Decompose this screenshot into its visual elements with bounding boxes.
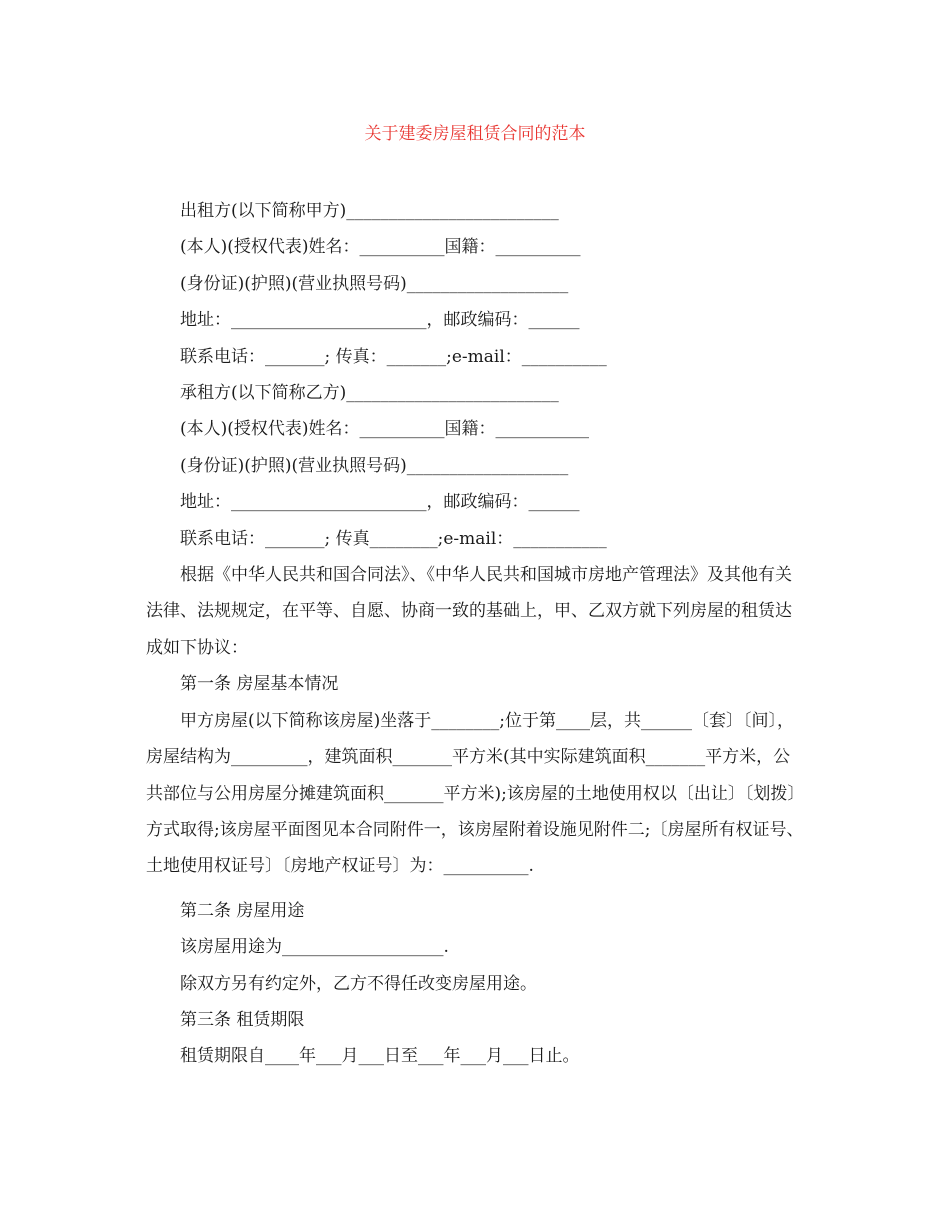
paragraph-lessor-name: (本人)(授权代表)姓名：__________国籍：__________ [180, 237, 581, 258]
paragraph-lessor: 出租方(以下简称甲方)_________________________ [180, 201, 559, 221]
article-2-heading: 第二条 房屋用途 [180, 900, 305, 921]
article-2-usage: 该房屋用途为___________________. [180, 937, 449, 958]
paragraph-lessee: 承租方(以下简称乙方)_________________________ [180, 383, 559, 404]
paragraph-lessor-contact: 联系电话：_______; 传真：_______;e-mail：__________ [180, 346, 607, 367]
article-2-restriction: 除双方另有约定外，乙方不得任改变房屋用途。 [180, 973, 537, 994]
article-1-heading: 第一条 房屋基本情况 [180, 674, 339, 695]
paragraph-lessor-id: (身份证)(护照)(营业执照号码)___________________ [180, 273, 569, 294]
paragraph-lessee-id: (身份证)(护照)(营业执照号码)___________________ [180, 455, 569, 476]
article-1-body: 甲方房屋(以下简称该房屋)坐落于________;位于第____层，共______〔套〕〔间〕，房屋结构为_________，建筑面积_______平方米(其中实际建筑面积_______平方米，公共部位与公用房屋分摊建筑面积_______平方米);该房屋的土地使用权以〔出让〕〔划拨〕方式取得;该房屋平面图见本合同附件一，该房屋附着设施见附件二;〔房屋所有权证号、土地使用权证号〕〔房地产权证号〕为：__________. [146, 710, 805, 877]
document-body [146, 193, 806, 1075]
paragraph-legal-basis: 根据《中华人民共和国合同法》、《中华人民共和国城市房地产管理法》及其他有关法律、法规规定，在平等、自愿、协商一致的基础上，甲、乙双方就下列房屋的租赁达成如下协议： [146, 565, 792, 658]
paragraph-lessee-contact: 联系电话：_______; 传真________;e-mail：___________ [180, 528, 607, 549]
paragraph-lessee-address: 地址：_______________________，邮政编码：______ [180, 492, 580, 513]
paragraph-spacer [146, 885, 806, 893]
article-3-heading: 第三条 租赁期限 [180, 1009, 305, 1030]
document-title: 关于建委房屋租赁合同的范本 [364, 124, 586, 144]
article-3-term: 租赁期限自____年___月___日至___年___月___日止。 [180, 1046, 580, 1067]
paragraph-lessor-address: 地址：_______________________，邮政编码：______ [180, 310, 580, 331]
paragraph-lessee-name: (本人)(授权代表)姓名：__________国籍：___________ [180, 419, 590, 440]
